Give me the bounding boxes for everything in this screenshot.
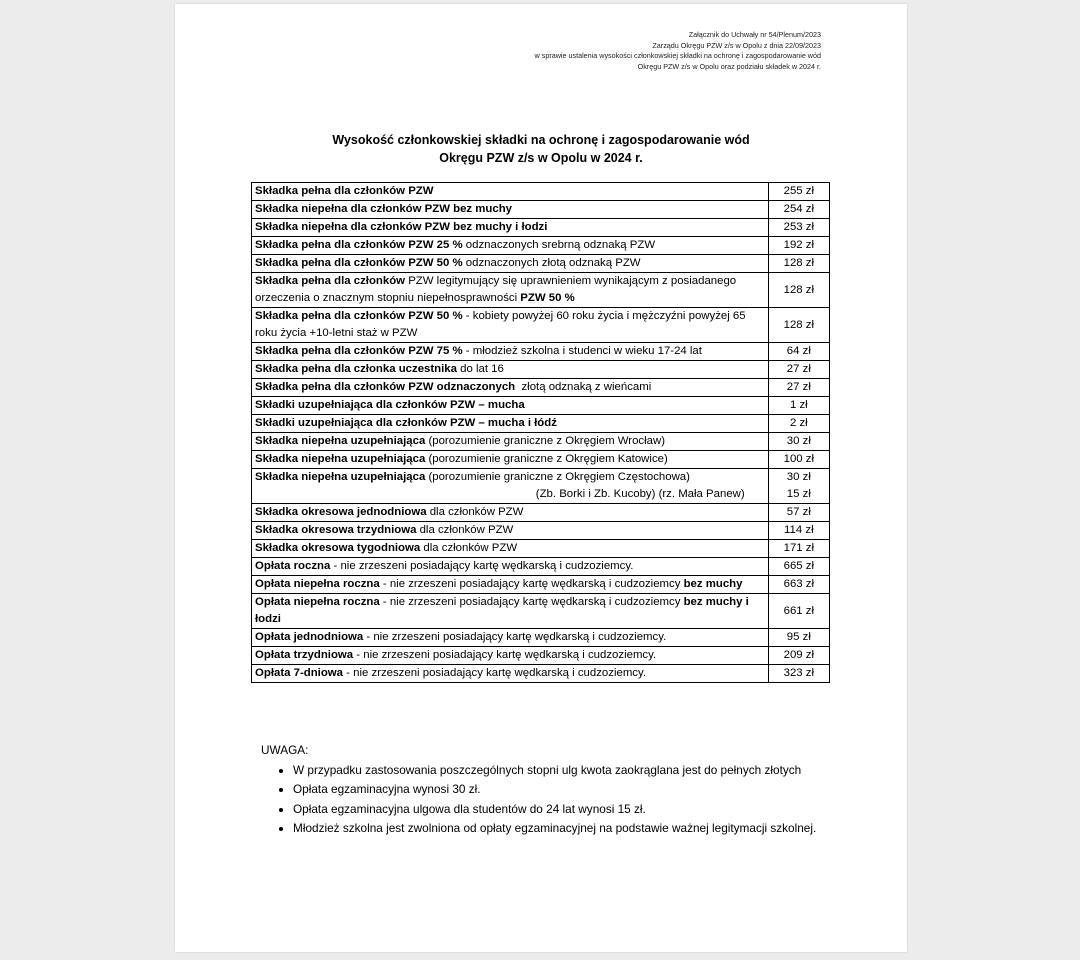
- fee-amount: 100 zł: [783, 453, 815, 465]
- fee-label-bold: Opłata niepełna roczna: [255, 578, 380, 590]
- note-item: • W przypadku zastosowania poszczególnych stopni ulg kwota zaokrąglana jest do pełnych złotych: [293, 762, 823, 780]
- fee-row: [252, 183, 830, 201]
- fee-description: [252, 469, 769, 504]
- fee-label-text: PZW legitymujący się uprawnieniem wynikającym z posiadanego orzeczenia o znacznym stopniu niepełnosprawności: [255, 275, 740, 304]
- attachment-line: Zarządu Okręgu PZW z/s w Opolu z dnia 22/09/2023: [652, 40, 821, 50]
- fee-amount-cell: [768, 629, 829, 647]
- fee-row: [252, 594, 830, 629]
- fee-description: [252, 504, 769, 522]
- fee-label-bold: Opłata niepełna roczna: [255, 596, 380, 608]
- fee-label-bold: Opłata jednodniowa: [255, 631, 364, 643]
- fee-row: [252, 504, 830, 522]
- attachment-line: Załącznik do Uchwały nr 54/Plenum/2023: [688, 30, 821, 39]
- fee-description: [252, 540, 769, 558]
- fee-label-text: odznaczonych srebrną odznaką PZW: [462, 239, 656, 251]
- fee-amount: 95 zł: [786, 631, 811, 643]
- note-item: • Opłata egzaminacyjna ulgowa dla studentów do 24 lat wynosi 15 zł.: [293, 801, 823, 819]
- fee-label-bold: Składka pełna dla członków PZW odznaczonych: [255, 381, 516, 393]
- fee-row: [252, 343, 830, 361]
- fee-amount-cell: [768, 361, 829, 379]
- fee-row: [252, 558, 830, 576]
- fee-amount: 254 zł: [783, 203, 815, 215]
- fee-amount: 27 zł: [786, 381, 811, 393]
- fee-row: [252, 629, 830, 647]
- fee-description: [252, 183, 769, 201]
- fee-label-bold-suffix: bez muchy i łodzi: [255, 596, 749, 625]
- title-line: Wysokość członkowskiej składki na ochronę i zagospodarowanie wód: [332, 133, 750, 147]
- fee-amount-cell: [768, 379, 829, 397]
- fee-label-text: do lat 16: [456, 363, 504, 375]
- fee-label-bold: Składka pełna dla członków PZW 50 %: [255, 310, 463, 322]
- fee-row: [252, 255, 830, 273]
- fee-description: [252, 576, 769, 594]
- fee-amount-cell: [768, 273, 829, 308]
- fee-amount-cell: [768, 415, 829, 433]
- fee-label-bold-suffix: bez muchy: [683, 578, 743, 590]
- document-title: [175, 132, 907, 167]
- notes-heading: UWAGA:: [261, 743, 309, 757]
- fee-amount-cell: [768, 255, 829, 273]
- notes-list: [261, 762, 823, 838]
- fee-amount: 663 zł: [783, 578, 815, 590]
- fee-row: [252, 647, 830, 665]
- fee-row: [252, 415, 830, 433]
- fee-amount-cell: [768, 558, 829, 576]
- fee-amount: 255 zł: [783, 185, 815, 197]
- fee-amount: 253 zł: [783, 221, 815, 233]
- fee-amount-cell: [768, 522, 829, 540]
- fee-label-continuation: (Zb. Borki i Zb. Kucoby) (rz. Mała Panew): [535, 488, 745, 500]
- fee-amount-cell: [768, 308, 829, 343]
- fee-label-bold: Składka pełna dla członków PZW 50 %: [255, 257, 463, 269]
- fee-amount: 2 zł: [789, 417, 808, 429]
- fee-amount: 209 zł: [783, 649, 815, 661]
- fee-amount: 1 zł: [789, 399, 808, 411]
- fee-amount-cell: [768, 647, 829, 665]
- fee-label-text: (porozumienie graniczne z Okręgiem Wrocław): [425, 435, 666, 447]
- fee-label-bold: Składki uzupełniająca dla członków PZW – mucha: [255, 399, 525, 411]
- fee-label-bold: Składka niepełna dla członków PZW bez muchy: [255, 203, 512, 215]
- fee-amount-cell: [768, 219, 829, 237]
- fee-amount: 171 zł: [783, 542, 815, 554]
- attachment-header: [535, 30, 821, 72]
- fee-description: [252, 629, 769, 647]
- fee-amount-cell: [768, 469, 829, 504]
- fee-amount-cell: [768, 451, 829, 469]
- fee-label-text: - młodzież szkolna i studenci w wieku 17-24 lat: [462, 345, 702, 357]
- fee-label-bold: Składka okresowa jednodniowa: [255, 506, 427, 518]
- fee-description: [252, 273, 769, 308]
- fee-amount: 30 zł: [786, 471, 811, 483]
- fee-amount-cell: [768, 201, 829, 219]
- fee-amount: 192 zł: [783, 239, 815, 251]
- fee-label-bold: Składka niepełna dla członków PZW bez muchy i łodzi: [255, 221, 548, 233]
- fee-label-bold: Składka pełna dla członka uczestnika: [255, 363, 457, 375]
- fee-description: [252, 451, 769, 469]
- fee-row: [252, 361, 830, 379]
- fee-label-bold: Składka okresowa trzydniowa: [255, 524, 417, 536]
- fee-label-bold: Składka pełna dla członków PZW 25 %: [255, 239, 463, 251]
- fee-row: [252, 308, 830, 343]
- fee-amount-cell: [768, 433, 829, 451]
- fee-description: [252, 647, 769, 665]
- fee-row: [252, 397, 830, 415]
- fee-label-bold: Składka pełna dla członków PZW 75 %: [255, 345, 463, 357]
- fee-description: [252, 255, 769, 273]
- fee-amount-cell: [768, 397, 829, 415]
- fee-label-bold-suffix: PZW 50 %: [520, 292, 575, 304]
- fee-amount: 128 zł: [783, 283, 815, 296]
- fee-row: [252, 469, 830, 504]
- fee-label-text: dla członków PZW: [420, 542, 518, 554]
- fees-table: [251, 182, 830, 683]
- fee-amount-secondary: 15 zł: [786, 488, 811, 500]
- fee-label-text: - nie zrzeszeni posiadający kartę wędkarską i cudzoziemcy.: [342, 667, 647, 679]
- fee-description: [252, 594, 769, 629]
- attachment-line: Okręgu PZW z/s w Opolu oraz podziału składek w 2024 r.: [637, 61, 821, 71]
- fee-row: [252, 237, 830, 255]
- fee-label-text: - nie zrzeszeni posiadający kartę wędkarską i cudzoziemcy: [379, 578, 684, 590]
- fee-label-text: - kobiety powyżej 60 roku życia i mężczyźni powyżej 65 roku życia +10-letni staż w PZW: [255, 310, 749, 339]
- fee-amount: 128 zł: [783, 257, 815, 269]
- fee-amount: 661 zł: [783, 604, 815, 617]
- fee-description: [252, 522, 769, 540]
- fee-row: [252, 433, 830, 451]
- title-line: Okręgu PZW z/s w Opolu w 2024 r.: [439, 150, 643, 165]
- fee-amount: 323 zł: [783, 667, 815, 679]
- fee-row: [252, 219, 830, 237]
- fee-row: [252, 451, 830, 469]
- fee-row: [252, 379, 830, 397]
- fee-row: [252, 522, 830, 540]
- fee-row: [252, 273, 830, 308]
- fee-amount: 64 zł: [786, 345, 811, 357]
- fee-label-text: odznaczonych złotą odznaką PZW: [462, 257, 641, 269]
- fee-amount-cell: [768, 343, 829, 361]
- fee-amount: 57 zł: [786, 506, 811, 518]
- fee-description: [252, 665, 769, 683]
- fee-label-text: (porozumienie graniczne z Okręgiem Częstochowa): [425, 471, 690, 483]
- fee-label-bold: Składka niepełna uzupełniająca: [255, 453, 426, 465]
- fee-amount-cell: [768, 665, 829, 683]
- fee-label-bold: Składka okresowa tygodniowa: [255, 542, 421, 554]
- fee-description: [252, 201, 769, 219]
- fee-description: [252, 558, 769, 576]
- fee-row: [252, 576, 830, 594]
- fee-description: [252, 308, 769, 343]
- fee-amount-cell: [768, 540, 829, 558]
- fee-amount: 114 zł: [784, 524, 814, 536]
- fee-label-text: - nie zrzeszeni posiadający kartę wędkarską i cudzoziemcy.: [353, 649, 657, 661]
- fee-label-bold: Opłata roczna: [255, 560, 331, 572]
- fee-description: [252, 361, 769, 379]
- fee-amount-cell: [768, 237, 829, 255]
- fee-label-bold: Opłata 7-dniowa: [255, 667, 343, 679]
- fee-label-text: złotą odznaką z wieńcami: [515, 381, 652, 393]
- fee-label-text: - nie zrzeszeni posiadający kartę wędkarską i cudzoziemcy.: [330, 560, 634, 572]
- fee-amount-cell: [768, 504, 829, 522]
- fee-label-bold: Składka pełna dla członków PZW: [255, 185, 434, 197]
- fee-label-text: dla członków PZW: [426, 506, 524, 518]
- fee-row: [252, 201, 830, 219]
- fee-label-text: - nie zrzeszeni posiadający kartę wędkarską i cudzoziemcy.: [363, 631, 667, 643]
- fee-label-bold: Składka niepełna uzupełniająca: [255, 471, 426, 483]
- fee-row: [252, 665, 830, 683]
- note-item: • Opłata egzaminacyjna wynosi 30 zł.: [293, 781, 823, 799]
- fee-description: [252, 379, 769, 397]
- fee-description: [252, 237, 769, 255]
- fee-amount: 665 zł: [783, 560, 815, 572]
- note-item: • Młodzież szkolna jest zwolniona od opłaty egzaminacyjnej na podstawie ważnej legitymacji szkolnej.: [293, 820, 823, 838]
- document-page: [175, 4, 907, 952]
- fee-label-bold: Składka pełna dla członków: [255, 275, 406, 287]
- fee-description: [252, 219, 769, 237]
- fee-description: [252, 415, 769, 433]
- fee-amount-cell: [768, 183, 829, 201]
- fee-row: [252, 540, 830, 558]
- fee-amount-cell: [768, 594, 829, 629]
- fee-description: [252, 397, 769, 415]
- fee-amount-cell: [768, 576, 829, 594]
- fee-label-bold: Opłata trzydniowa: [255, 649, 354, 661]
- fee-label-bold: Składka niepełna uzupełniająca: [255, 435, 426, 447]
- fee-label-text: dla członków PZW: [416, 524, 514, 536]
- fee-label-text: - nie zrzeszeni posiadający kartę wędkarską i cudzoziemcy: [379, 596, 684, 608]
- attachment-line: w sprawie ustalenia wysokości członkowskiej składki na ochronę i zagospodarowanie wód: [534, 51, 821, 60]
- fee-description: [252, 343, 769, 361]
- notes-section: [261, 742, 823, 840]
- fee-amount: 30 zł: [786, 435, 811, 447]
- fee-amount: 27 zł: [786, 363, 811, 375]
- fee-amount: 128 zł: [783, 318, 815, 331]
- fee-label-bold: Składki uzupełniająca dla członków PZW – mucha i łódź: [255, 417, 557, 429]
- fee-label-text: (porozumienie graniczne z Okręgiem Katowice): [425, 453, 668, 465]
- fee-description: [252, 433, 769, 451]
